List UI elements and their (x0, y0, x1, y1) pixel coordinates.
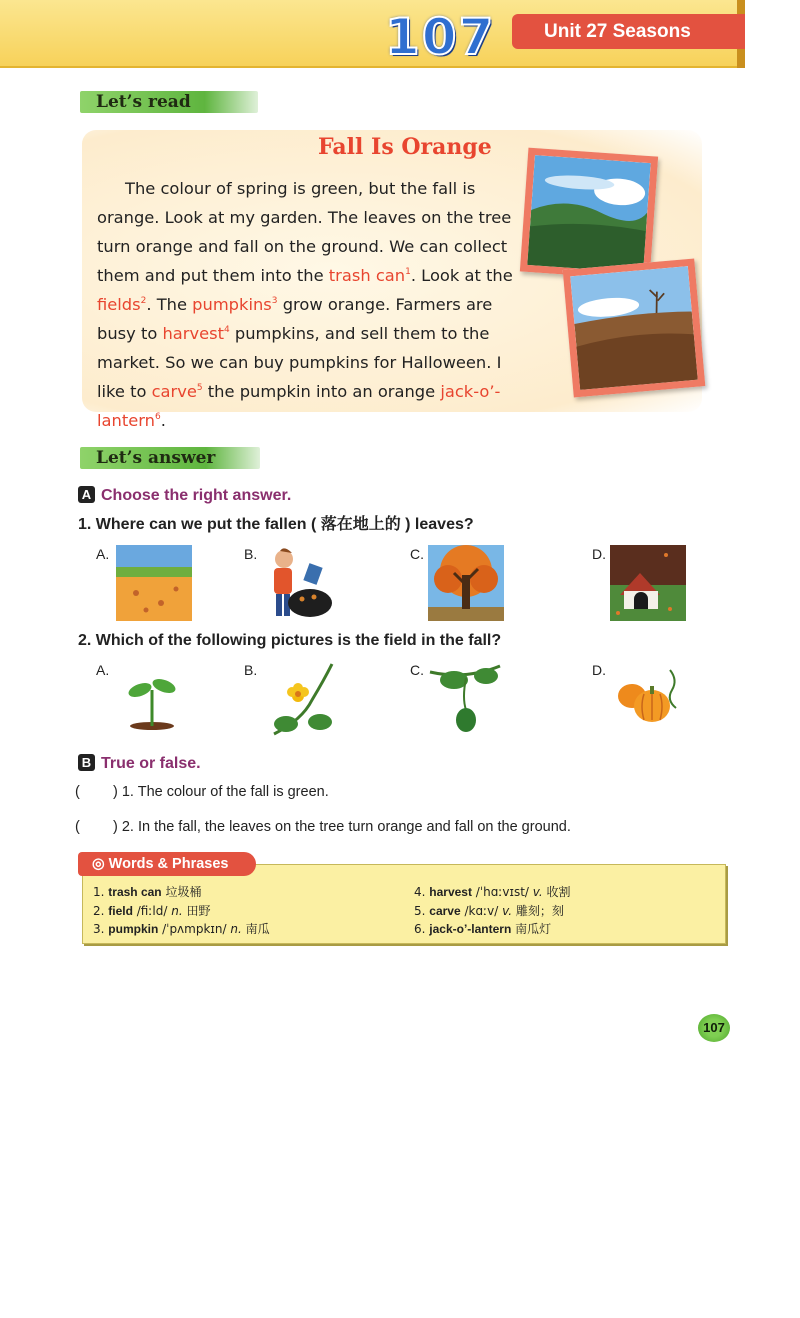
q1-option-b-image[interactable] (262, 545, 338, 621)
true-false-1 (75, 783, 329, 801)
question-2: 2. Which of the following pictures is the field in the fall? (78, 632, 502, 649)
footnote-6: 6 (154, 412, 161, 422)
word-term: carve (429, 904, 461, 918)
vocab-fields: fields (97, 295, 141, 314)
part-b-letter: B (78, 754, 95, 771)
word-term: field (108, 904, 133, 918)
answer-blank-2[interactable]: ( (75, 819, 80, 835)
true-false-2 (75, 818, 571, 836)
footnote-1: 1 (405, 267, 411, 277)
word-term: pumpkin (108, 922, 159, 936)
word-pos: v. (502, 904, 513, 918)
words-phrases-tab: ◎ Words & Phrases (78, 852, 256, 876)
word-term: jack-o’-lantern (429, 922, 512, 936)
reading-passage (97, 174, 517, 435)
word-phonetic: /ˈhɑːvɪst/ (471, 885, 533, 899)
part-a-title: Choose the right answer. (101, 487, 292, 504)
tf2-statement: ) 2. In the fall, the leaves on the tree turn orange and fall on the ground. (113, 819, 571, 835)
q2-option-a-image[interactable] (116, 660, 192, 736)
word-meaning: 垃圾桶 (161, 885, 202, 899)
footnote-2: 2 (140, 296, 147, 306)
q1-option-b-label[interactable]: B. (244, 546, 258, 562)
vocab-pumpkins: pumpkins (192, 295, 272, 314)
word-term: harvest (429, 885, 472, 899)
lets-read-label: Let’s read (96, 92, 191, 112)
unit-label: Unit 27 Seasons (512, 14, 745, 49)
word-meaning: 南瓜 (241, 922, 270, 936)
green-field-photo (520, 148, 658, 281)
word-phonetic: /fiːld/ (132, 904, 172, 918)
word-num: 4. (414, 885, 426, 899)
q1-option-c-label[interactable]: C. (410, 546, 424, 562)
q2-option-c-label[interactable]: C. (410, 662, 424, 678)
q1-option-d-label[interactable]: D. (592, 546, 606, 562)
word-num: 2. (93, 904, 105, 918)
word-item-6 (414, 921, 551, 937)
vocab-jack-o-lantern: jack-o’-lantern (97, 382, 501, 430)
word-phonetic: /ˈpʌmpkɪn/ (158, 922, 231, 936)
reading-title: Fall Is Orange (318, 134, 492, 160)
tf1-statement: ) 1. The colour of the fall is green. (113, 784, 329, 800)
header-page-number: 107 (385, 8, 496, 66)
word-pos: v. (532, 885, 543, 899)
footnote-4: 4 (223, 325, 230, 335)
question-1: 1. Where can we put the fallen ( 落在地上的 ) leaves? (78, 516, 474, 533)
word-meaning: 收割 (542, 885, 571, 899)
answer-blank-1[interactable]: ( (75, 784, 80, 800)
q2-option-d-image[interactable] (612, 660, 688, 736)
lets-read-ribbon (80, 91, 258, 113)
footnote-3: 3 (271, 296, 278, 306)
word-meaning: 田野 (182, 904, 211, 918)
brown-field-photo (563, 258, 706, 397)
word-meaning: 雕刻；刻 (512, 904, 564, 918)
word-num: 3. (93, 922, 105, 936)
q2-option-b-label[interactable]: B. (244, 662, 258, 678)
q2-option-a-label[interactable]: A. (96, 662, 110, 678)
word-num: 1. (93, 885, 105, 899)
footer-page-number: 107 (698, 1014, 730, 1042)
passage-text: . The (146, 295, 193, 314)
q1-option-a-image[interactable] (116, 545, 192, 621)
part-a-letter: A (78, 486, 95, 503)
part-b-title: True or false. (101, 755, 201, 772)
word-num: 6. (414, 922, 426, 936)
lets-answer-label: Let’s answer (96, 448, 216, 468)
q2-option-c-image[interactable] (426, 660, 502, 736)
word-item-5 (414, 903, 564, 919)
vocab-carve: carve (151, 382, 197, 401)
passage-text: the pumpkin into an orange (202, 382, 441, 401)
word-item-2 (93, 903, 210, 919)
word-pos: n. (171, 904, 183, 918)
passage-text: . (160, 411, 166, 430)
q2-option-d-label[interactable]: D. (592, 662, 606, 678)
part-b-heading (78, 754, 201, 774)
vocab-trash-can: trash can (328, 266, 406, 285)
q1-option-d-image[interactable] (610, 545, 686, 621)
word-item-1 (93, 884, 201, 900)
passage-text: grow orange. Farmers are busy to (97, 295, 493, 343)
q1-option-a-label[interactable]: A. (96, 546, 110, 562)
word-item-4 (414, 884, 571, 900)
passage-text: pumpkins, and sell them to the market. So we can buy pumpkins for Halloween. I like to (97, 324, 502, 401)
part-a-heading (78, 486, 291, 506)
passage-text: . Look at the (410, 266, 513, 285)
word-pos: n. (230, 922, 242, 936)
word-meaning: 南瓜灯 (511, 922, 552, 936)
passage-text: The colour of spring is green, but the fall is orange. Look at my garden. The leaves on the tree turn orange and fall on the ground. We can collect them and put them into the (97, 179, 512, 285)
footnote-5: 5 (196, 383, 203, 393)
word-phonetic: /kɑːv/ (460, 904, 503, 918)
word-term: trash can (108, 885, 162, 899)
lets-answer-ribbon (80, 447, 260, 469)
q1-option-c-image[interactable] (428, 545, 504, 621)
vocab-harvest: harvest (162, 324, 224, 343)
word-item-3 (93, 921, 270, 937)
q2-option-b-image[interactable] (262, 660, 338, 736)
word-num: 5. (414, 904, 426, 918)
